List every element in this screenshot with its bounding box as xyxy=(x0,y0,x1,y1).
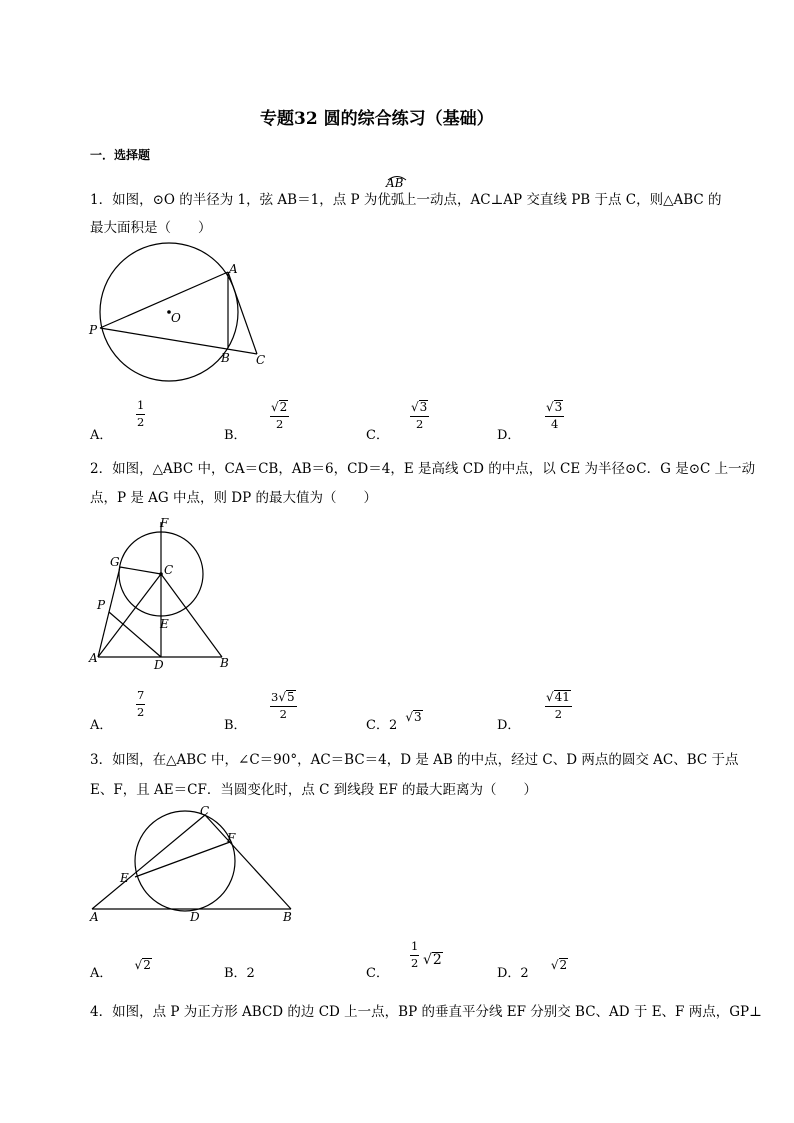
q2-label-c: C xyxy=(164,563,174,577)
q1-option-b-value: √2 2 xyxy=(271,400,288,432)
q1-text-line2: 最大面积是（ ） xyxy=(90,220,212,236)
q1-segment-pc xyxy=(100,328,257,354)
q1-label-o: O xyxy=(171,311,181,325)
q3-option-c-radical: √2 xyxy=(423,952,442,968)
q3-label-f: F xyxy=(227,831,236,845)
q3-figure xyxy=(80,800,310,930)
q1-option-a-value: 1 2 xyxy=(137,398,145,429)
q2-label-d: D xyxy=(154,658,164,670)
q2-option-a-label: A． xyxy=(90,718,113,733)
q1-label-c: C xyxy=(256,353,266,367)
page-title: 专题32 圆的综合练习（基础） xyxy=(260,109,494,129)
q1-segment-pa xyxy=(100,272,228,328)
section-heading: 一．选择题 xyxy=(90,148,151,162)
q1-option-a-label: A． xyxy=(90,428,113,443)
q2-figure xyxy=(80,510,250,670)
q3-text-line1: 3．如图，在△ABC 中，∠C＝90°，AC＝BC＝4，D 是 AB 的中点，经过 C、D 两点的圆交 AC、BC 于点 xyxy=(90,752,739,768)
q2-label-b: B xyxy=(220,656,229,670)
q3-option-c-fraction: 1 2 xyxy=(411,939,419,970)
q2-segment-gc xyxy=(120,567,161,574)
q1-arc-label: AB xyxy=(386,176,403,190)
q1-option-b-label: B． xyxy=(224,428,247,443)
q2-label-a: A xyxy=(89,651,98,665)
q1-text-part1: 1．如图，⊙O 的半径为 1，弦 AB＝1，点 P 为优弧 xyxy=(90,192,405,208)
q3-option-d-label: D．2 √2 xyxy=(497,958,568,981)
q3-option-c-label: C． xyxy=(366,966,389,981)
q2-text-line2: 点，P 是 AG 中点，则 DP 的最大值为（ ） xyxy=(90,490,377,506)
q3-label-d: D xyxy=(190,910,200,924)
q3-option-a-label: A． √2 xyxy=(90,958,151,981)
q1-label-p: P xyxy=(89,323,98,337)
q2-center-point xyxy=(159,572,163,576)
arc-symbol-icon xyxy=(386,173,408,181)
q1-option-c-value: √3 2 xyxy=(411,400,428,432)
q2-option-a-value: 7 2 xyxy=(137,688,145,719)
q1-text-part2: 上一动点，AC⊥AP 交直线 PB 于点 C，则△ABC 的 xyxy=(403,192,722,208)
q2-option-b-value: 3√5 2 xyxy=(271,690,295,722)
q4-text-line1: 4．如图，点 P 为正方形 ABCD 的边 CD 上一点，BP 的垂直平分线 EF 分别交 BC、AD 于 E、F 两点，GP⊥ xyxy=(90,1004,762,1020)
q3-segment-cb xyxy=(205,815,291,909)
q2-option-c-label: C．2 √3 xyxy=(366,710,422,733)
q3-option-b-label: B．2 xyxy=(224,966,255,981)
q2-label-g: G xyxy=(110,555,120,569)
q2-option-b-label: B． xyxy=(224,718,247,733)
q1-segment-ac xyxy=(228,272,257,354)
q2-option-d-label: D． xyxy=(497,718,521,733)
q3-label-c: C xyxy=(200,804,210,818)
q1-label-a: A xyxy=(229,262,238,276)
q1-option-d-value: √3 4 xyxy=(546,400,563,432)
q1-label-b: B xyxy=(221,351,230,365)
q1-option-d-label: D． xyxy=(497,428,521,443)
q2-label-e: E xyxy=(160,617,169,631)
q1-option-c-label: C． xyxy=(366,428,389,443)
q3-label-a: A xyxy=(90,910,99,924)
q2-text-line1: 2．如图，△ABC 中，CA＝CB，AB＝6，CD＝4，E 是高线 CD 的中点，以 CE 为半径⊙C．G 是⊙C 上一动 xyxy=(90,461,756,477)
q2-option-d-value: √41 2 xyxy=(546,690,570,722)
q1-figure xyxy=(80,238,290,388)
q3-label-e: E xyxy=(120,871,129,885)
q3-label-b: B xyxy=(283,910,292,924)
q2-segment-pd xyxy=(109,612,161,657)
q2-label-f: F xyxy=(160,516,169,530)
q3-text-line2: E、F，且 AE＝CF．当圆变化时，点 C 到线段 EF 的最大距离为（ ） xyxy=(90,782,538,798)
q3-segment-ef xyxy=(135,842,230,877)
q2-label-p: P xyxy=(97,598,106,612)
